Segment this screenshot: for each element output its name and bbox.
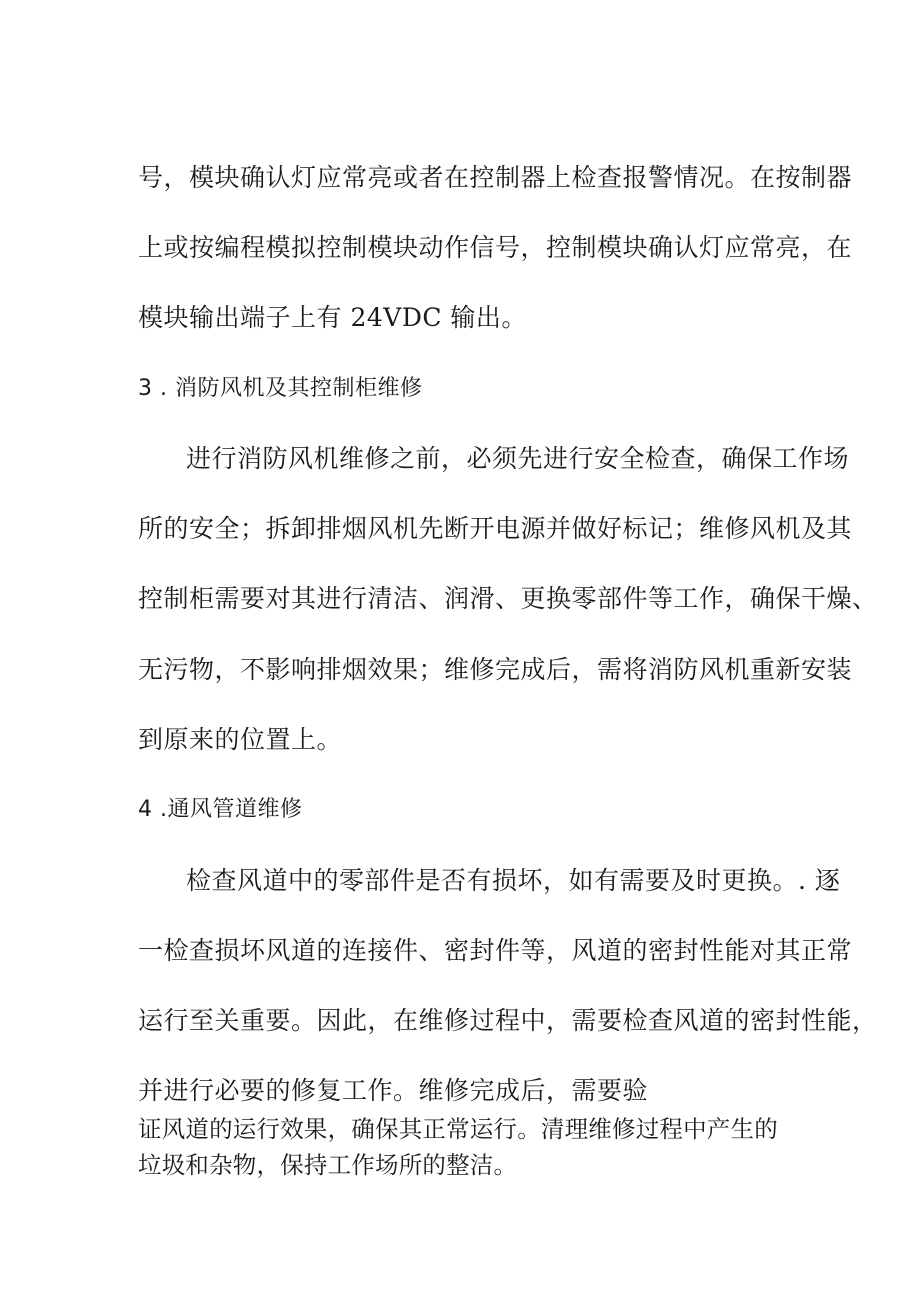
paragraph-line: 模块输出端子上有 24VDC 输出。 xyxy=(138,303,527,332)
paragraph-line: 无污物，不影响排烟效果；维修完成后，需将消防风机重新安装 xyxy=(138,655,853,684)
section-heading: 3 . 消防风机及其控制柜维修 xyxy=(138,376,423,401)
paragraph-line: 上或按编程模拟控制模块动作信号，控制模块确认灯应常亮，在 xyxy=(138,233,853,262)
paragraph-line: 运行至关重要。因此，在维修过程中，需要检查风道的密封性能， xyxy=(138,1006,878,1035)
paragraph-line: 一检查损坏风道的连接件、密封件等，风道的密封性能对其正常 xyxy=(138,936,853,965)
paragraph-line: 控制柜需要对其进行清洁、润滑、更换零部件等工作，确保干燥、 xyxy=(138,584,878,613)
paragraph-line: 垃圾和杂物，保持工作场所的整洁。 xyxy=(138,1151,518,1179)
paragraph-line: 到原来的位置上。 xyxy=(138,725,343,754)
paragraph-line: 进行消防风机维修之前，必须先进行安全检查，确保工作场 xyxy=(186,444,850,473)
paragraph-line: 证风道的运行效果，确保其正常运行。清理维修过程中产生的 xyxy=(138,1115,778,1143)
paragraph-line: 并进行必要的修复工作。维修完成后，需要验 xyxy=(138,1076,649,1105)
paragraph-line: 所的安全；拆卸排烟风机先断开电源并做好标记；维修风机及其 xyxy=(138,514,853,543)
paragraph-line: 检查风道中的零部件是否有损坏，如有需要及时更换。. 逐 xyxy=(186,866,841,895)
paragraph-line: 号，模块确认灯应常亮或者在控制器上检查报警情况。在按制器 xyxy=(138,163,853,192)
section-heading: 4 .通风管道维修 xyxy=(138,797,303,822)
